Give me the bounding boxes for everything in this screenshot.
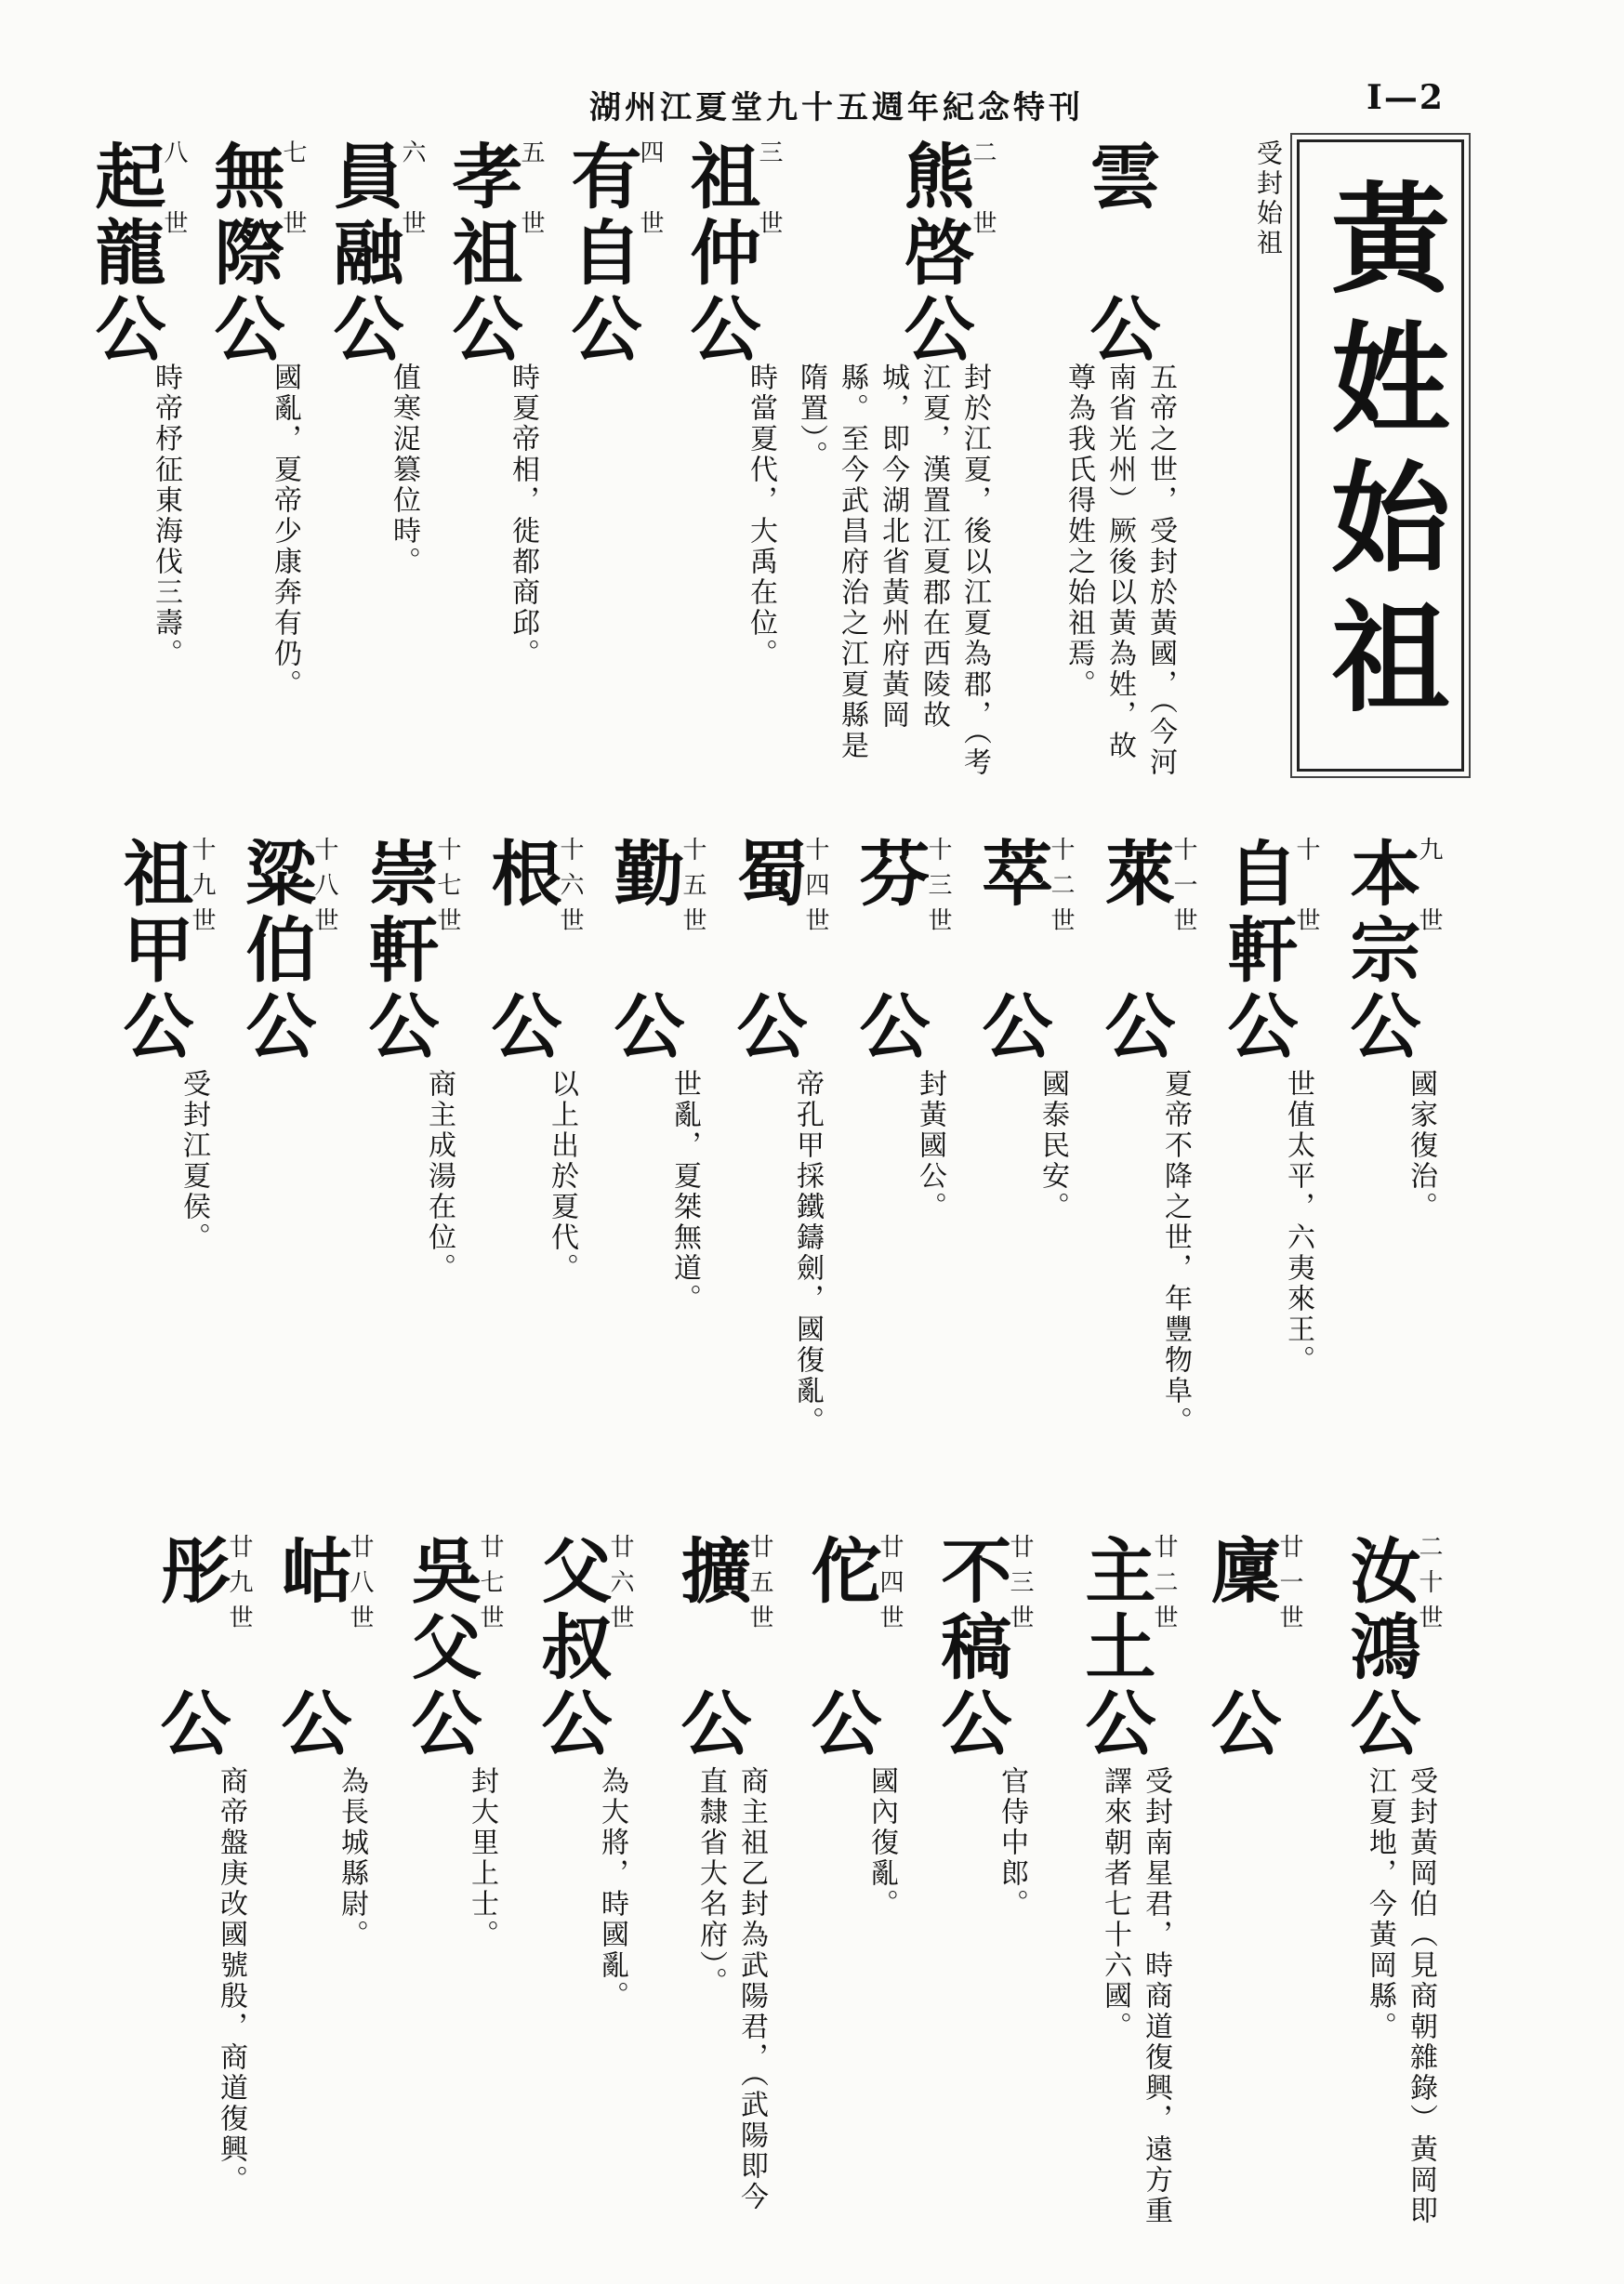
generation-label: 廿八世 [346, 1534, 374, 1640]
ancestor-name: 蜀 公 [725, 837, 808, 1065]
ancestor-description: 國內復亂。 [865, 1766, 898, 1920]
ancestor-name: 勤 公 [602, 837, 685, 1065]
ancestor-description: 時夏帝相，徙都商邱。 [507, 363, 539, 669]
ancestor-name: 本宗公 [1339, 837, 1421, 1065]
ancestor-name: 粱伯公 [234, 837, 317, 1065]
generation-label: 十一世 [1169, 837, 1197, 943]
ancestor-description: 受封江夏侯。 [178, 1069, 210, 1253]
ancestor-name: 起龍公 [84, 139, 166, 368]
ancestor-description: 以上出於夏代。 [546, 1069, 578, 1284]
generation-label: 十六世 [556, 837, 584, 943]
header-title: 湖州江夏堂九十五週年紀念特刊 [589, 89, 1084, 126]
ancestor-name: 佗 公 [799, 1534, 882, 1763]
ancestor-description: 商主成湯在位。 [423, 1069, 456, 1284]
genealogy-entry [511, 1534, 641, 2240]
genealogy-entry [1185, 1534, 1311, 2240]
page-title: 黃姓始祖 [1311, 177, 1450, 734]
ancestor-name: 吳父公 [400, 1534, 482, 1763]
genealogy-entry [1205, 837, 1327, 1562]
genealogy-entry [130, 1534, 260, 2240]
ancestor-name: 雲 公 [1078, 139, 1161, 368]
title-box [1297, 139, 1464, 772]
generation-label: 廿五世 [746, 1534, 773, 1640]
ancestor-description: 受封黃岡伯（見商朝雜錄）黃岡即江夏地，今黃岡縣。 [1364, 1766, 1437, 2226]
genealogy-entry [1082, 837, 1205, 1562]
genealogy-entry [714, 837, 837, 1562]
generation-label: 五 世 [517, 139, 545, 245]
genealogy-entry [671, 139, 790, 790]
ancestor-description: 國泰民安。 [1036, 1069, 1069, 1222]
genealogy-entry [346, 837, 469, 1562]
genealogy-entry [314, 139, 433, 790]
genealogy-entry [433, 139, 552, 790]
ancestor-name: 有自公 [560, 139, 642, 368]
generation-label: 二 世 [969, 139, 997, 245]
ancestor-description: 官侍中郎。 [996, 1766, 1028, 1920]
ancestor-description: 封黃國公。 [914, 1069, 946, 1222]
generation-label: 十七世 [433, 837, 461, 943]
ancestor-name: 不稿公 [930, 1534, 1012, 1763]
generation-label: 九 世 [1415, 837, 1443, 943]
ancestor-name: 祖甲公 [112, 837, 194, 1065]
ancestor-name: 員融公 [322, 139, 404, 368]
ancestor-description: 封於江夏，後以江夏為郡，（考江夏，漢置江夏郡在西陵故城，即今湖北省黃州府黃岡縣。至今武昌府治之江夏縣是隋置）。 [795, 363, 991, 778]
ancestor-description: 時帝杼征東海伐三壽。 [150, 363, 182, 669]
genealogy-entry [781, 1534, 911, 2240]
genealogy-entry [1327, 837, 1450, 1562]
generation-label: 六 世 [398, 139, 426, 245]
ancestor-description: 國家復治。 [1405, 1069, 1437, 1222]
ancestor-name: 擴 公 [669, 1534, 752, 1763]
genealogy-entry [260, 1534, 381, 2240]
genealogy-entry [469, 837, 591, 1562]
section-note: 受封始祖 [1253, 139, 1284, 258]
generation-label: 十三世 [924, 837, 952, 943]
generation-label: 十二世 [1047, 837, 1075, 943]
genealogy-entry [959, 837, 1082, 1562]
ancestor-name: 父叔公 [530, 1534, 613, 1763]
genealogy-entry [100, 837, 223, 1562]
genealogy-entry [641, 1534, 781, 2240]
ancestor-name: 無際公 [203, 139, 285, 368]
ancestor-description: 帝孔甲採鐵鑄劍，國復亂。 [791, 1069, 824, 1437]
ancestor-name: 熊啓公 [892, 139, 975, 368]
ancestor-description: 商帝盤庚改國號殷，商道復興。 [215, 1766, 247, 2196]
generation-label: 四 世 [636, 139, 664, 245]
section-1 [84, 139, 1292, 790]
generation-label: 廿七世 [476, 1534, 504, 1640]
ancestor-name: 崇軒公 [357, 837, 440, 1065]
genealogy-entry [837, 837, 959, 1562]
ancestor-name: 彤 公 [149, 1534, 231, 1763]
genealogy-entry [911, 1534, 1041, 2240]
ancestor-name: 岵 公 [270, 1534, 352, 1763]
genealogy-entry [591, 837, 714, 1562]
genealogy-entry [1190, 139, 1292, 790]
genealogy-entry [1004, 139, 1190, 790]
ancestor-name: 芬 公 [848, 837, 931, 1065]
genealogy-entry [195, 139, 314, 790]
ancestor-description: 時當夏代，大禹在位。 [745, 363, 777, 669]
generation-label: 十五世 [679, 837, 706, 943]
ancestor-name: 根 公 [480, 837, 562, 1065]
ancestor-description: 世亂，夏桀無道。 [668, 1069, 701, 1314]
ancestor-description: 國亂，夏帝少康奔有仍。 [269, 363, 301, 700]
ancestor-description: 五帝之世，受封於黃國，（今河南省光州）厥後以黃為姓，故尊為我氏得姓之始祖焉。 [1063, 363, 1177, 778]
generation-label: 廿四世 [876, 1534, 904, 1640]
generation-label: 十八世 [310, 837, 338, 943]
genealogy-entry [552, 139, 671, 790]
ancestor-description: 夏帝不降之世，年豐物阜。 [1159, 1069, 1192, 1437]
generation-label: 八 世 [160, 139, 188, 245]
ancestor-description: 受封南星君，時商道復興，遠方重譯來朝者七十六國。 [1099, 1766, 1172, 2226]
ancestor-description: 為長城縣尉。 [336, 1766, 368, 1950]
ancestor-name: 自軒公 [1216, 837, 1299, 1065]
ancestor-name: 祖仲公 [679, 139, 761, 368]
ancestor-name: 萃 公 [970, 837, 1053, 1065]
section-3 [112, 1534, 1450, 2240]
ancestor-description: 商主祖乙封為武陽君，（武陽即今直隸省大名府）。 [694, 1766, 768, 2212]
genealogy-entry [1311, 1534, 1450, 2240]
ancestor-description: 封大里上士。 [466, 1766, 498, 1950]
ancestor-description: 為大將，時國亂。 [596, 1766, 628, 2012]
generation-label: 十九世 [188, 837, 216, 943]
ancestor-name: 廩 公 [1199, 1534, 1282, 1763]
generation-label: 十四世 [801, 837, 829, 943]
genealogy-entry [223, 837, 346, 1562]
ancestor-name: 汝鴻公 [1339, 1534, 1421, 1763]
generation-label: 廿三世 [1006, 1534, 1034, 1640]
generation-label: 廿九世 [225, 1534, 253, 1640]
ancestor-name: 主土公 [1074, 1534, 1156, 1763]
section-2 [112, 837, 1450, 1562]
genealogy-entry [790, 139, 1004, 790]
generation-label: 廿六世 [606, 1534, 634, 1640]
generation-label: 七 世 [279, 139, 307, 245]
page-number: I—2 [1367, 78, 1445, 117]
ancestor-name: 萊 公 [1093, 837, 1176, 1065]
generation-label: 三 世 [755, 139, 783, 245]
genealogy-entry [1041, 1534, 1185, 2240]
generation-label: 廿二世 [1150, 1534, 1178, 1640]
ancestor-description: 值寒浞篡位時。 [388, 363, 420, 577]
generation-label: 十 世 [1292, 837, 1320, 943]
genealogy-entry [381, 1534, 511, 2240]
ancestor-description: 世值太平，六夷來王。 [1282, 1069, 1314, 1376]
genealogy-entry [76, 139, 195, 790]
ancestor-name: 孝祖公 [441, 139, 523, 368]
generation-label: 二十世 [1415, 1534, 1443, 1640]
generation-label: 廿一世 [1275, 1534, 1303, 1640]
